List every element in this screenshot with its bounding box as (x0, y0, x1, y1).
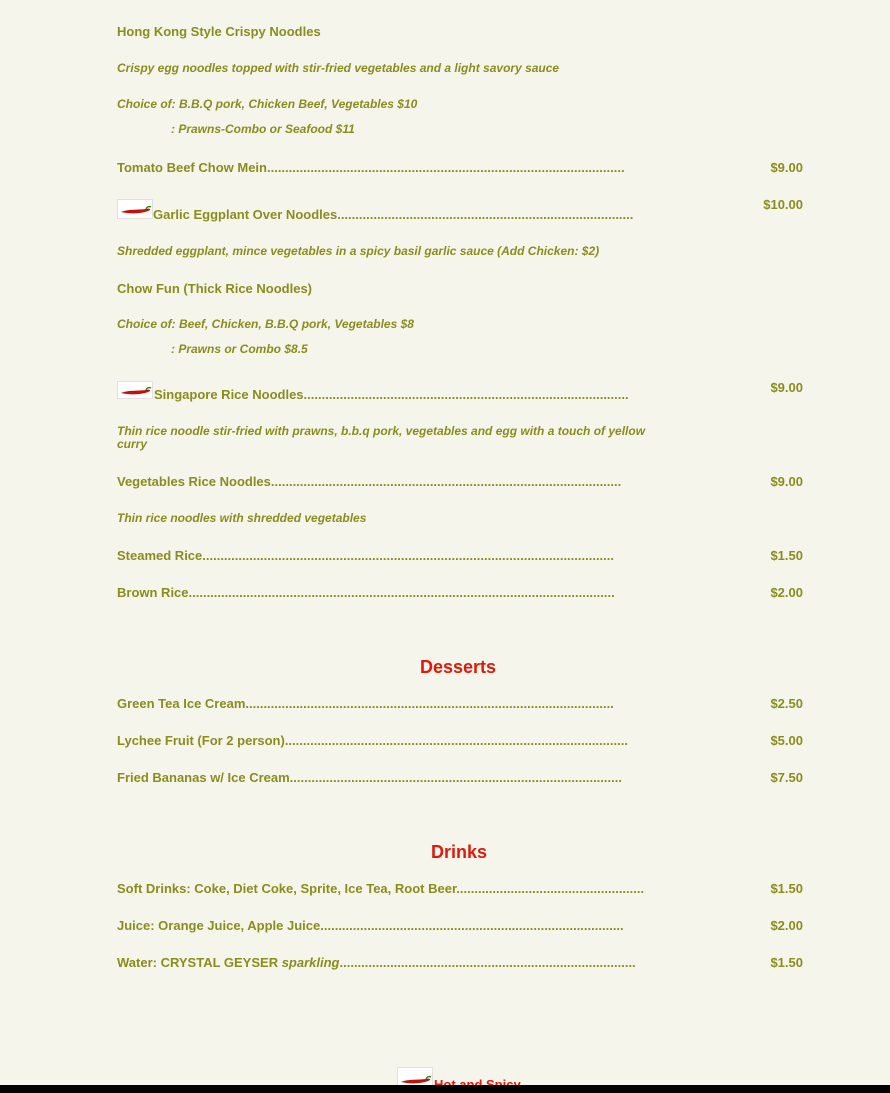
item-name-crispy-noodles: Hong Kong Style Crispy Noodles (117, 24, 321, 39)
item-price-tomato-beef: $9.00 (770, 160, 803, 175)
item-name-water (117, 955, 636, 970)
item-price-steamed-rice: $1.50 (770, 548, 803, 563)
item-price-fried-bananas: $7.50 (770, 770, 803, 785)
item-price-water: $1.50 (770, 955, 803, 970)
item-name-water-suffix: .................................................................................. (339, 955, 636, 970)
chili-pepper-icon (117, 199, 153, 219)
section-title-desserts: Desserts (420, 657, 497, 677)
item-name-garlic-eggplant: Garlic Eggplant Over Noodles.................................................................................. (153, 207, 634, 222)
item-price-juice: $2.00 (770, 918, 803, 933)
item-price-lychee-fruit: $5.00 (770, 733, 803, 748)
item-desc-crispy-noodles: Crispy egg noodles topped with stir-fried vegetables and a light savory sauce (117, 61, 560, 75)
item-price-soft-drinks: $1.50 (770, 881, 803, 896)
item-name-tomato-beef: Tomato Beef Chow Mein................................................................................................... (117, 160, 625, 175)
item-name-fried-bananas: Fried Bananas w/ Ice Cream............................................................................................ (117, 770, 622, 785)
chili-pepper-icon (117, 381, 153, 399)
item-choice-crispy-2: : Prawns-Combo or Seafood $11 (171, 122, 355, 136)
bottom-bar (0, 1085, 890, 1093)
item-price-vegetable-rice-noodles: $9.00 (770, 474, 803, 489)
item-price-green-tea-ice-cream: $2.50 (770, 696, 803, 711)
item-price-brown-rice: $2.00 (770, 585, 803, 600)
item-name-vegetable-rice-noodles: Vegetables Rice Noodles................................................................................................. (117, 474, 622, 489)
item-name-water-prefix: Water: CRYSTAL GEYSER (117, 955, 282, 970)
item-name-chow-fun: Chow Fun (Thick Rice Noodles) (117, 281, 313, 296)
item-desc-garlic-eggplant: Shredded eggplant, mince vegetables in a spicy basil garlic sauce (Add Chicken: $2) (117, 244, 600, 258)
item-choice-crispy-1: Choice of: B.B.Q pork, Chicken Beef, Vegetables $10 (117, 97, 418, 111)
item-price-garlic-eggplant: $10.00 (763, 197, 803, 212)
item-choice-chow-fun-1: Choice of: Beef, Chicken, B.B.Q pork, Vegetables $8 (117, 317, 414, 331)
item-name-brown-rice: Brown Rice...................................................................................................................... (117, 585, 615, 600)
item-choice-chow-fun-2: : Prawns or Combo $8.5 (171, 342, 308, 356)
item-name-lychee-fruit: Lychee Fruit (For 2 person)............................................................................................... (117, 733, 628, 748)
item-name-singapore-noodles: Singapore Rice Noodles.......................................................................................... (154, 387, 629, 402)
item-name-water-italic: sparkling (281, 955, 340, 970)
item-desc-singapore-noodles: Thin rice noodle stir-fried with prawns, b.b.q pork, vegetables and egg with a touch of yellow curry (117, 424, 646, 451)
item-price-singapore-noodles: $9.00 (770, 380, 803, 395)
item-name-green-tea-ice-cream: Green Tea Ice Cream...................................................................................................... (117, 696, 614, 711)
item-desc-vegetable-rice-noodles: Thin rice noodles with shredded vegetables (117, 511, 367, 525)
section-title-drinks: Drinks (431, 842, 488, 862)
item-name-juice: Juice: Orange Juice, Apple Juice.................................................................................... (117, 918, 624, 933)
item-name-soft-drinks: Soft Drinks: Coke, Diet Coke, Sprite, Ice Tea, Root Beer.................................................... (117, 881, 645, 896)
item-name-steamed-rice: Steamed Rice.................................................................................................................. (117, 548, 615, 563)
